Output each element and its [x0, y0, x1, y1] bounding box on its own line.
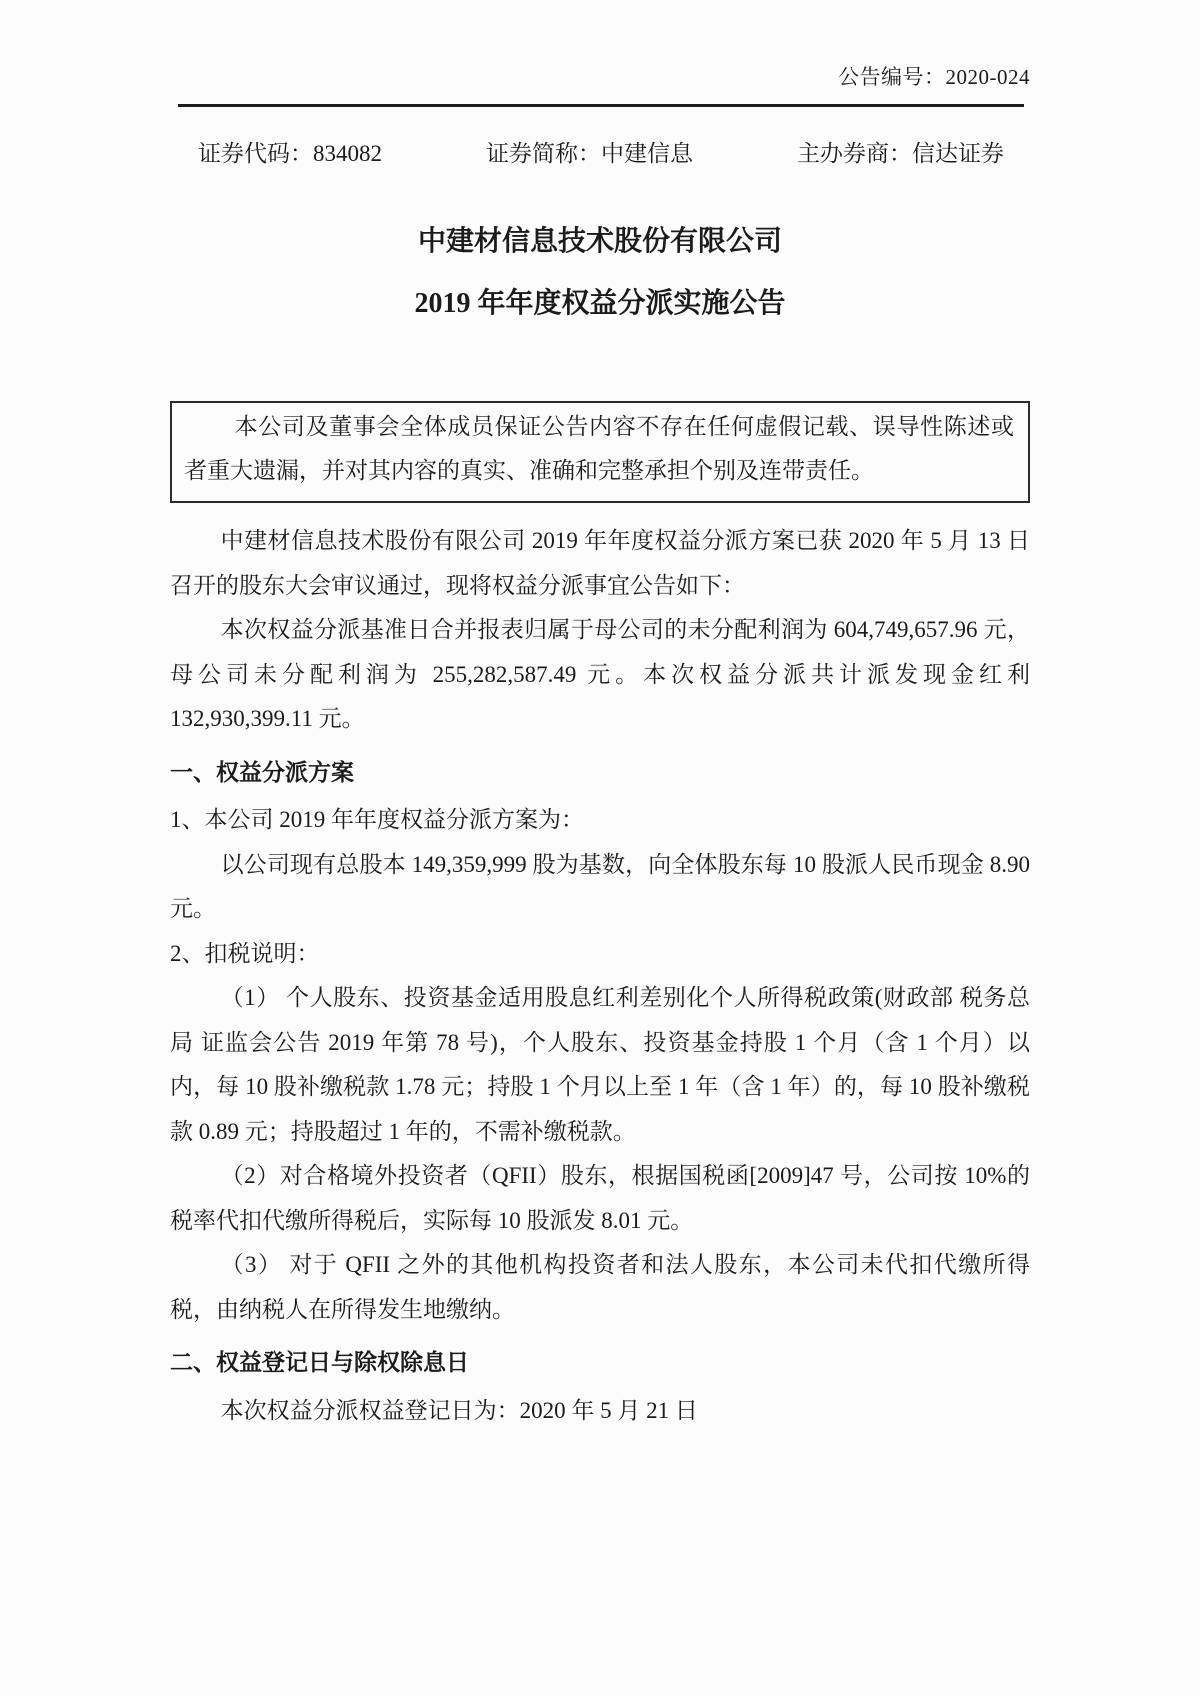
- securities-code: 证券代码：834082: [198, 141, 382, 166]
- body-paragraph: （2）对合格境外投资者（QFII）股东，根据国税函[2009]47 号，公司按 10%的税率代扣代缴所得税后，实际每 10 股派发 8.01 元。: [170, 1163, 1030, 1233]
- securities-abbreviation: 证券简称：中建信息: [486, 141, 693, 166]
- body-paragraph: （1） 个人股东、投资基金适用股息红利差别化个人所得税政策(财政部 税务总局 证监会公告 2019 年第 78 号)，个人股东、投资基金持股 1 个月（含 1 个月）以内，每 10 股补缴税款 1.78 元；持股 1 个月以上至 1 年（含 1 年）的，每 10 股补缴税款 0.89 元；持股超过 1 年的，不需补缴税款。: [170, 985, 1030, 1144]
- securities-info-row: [170, 139, 1030, 169]
- announcement-number: 公告编号：2020-024: [838, 65, 1030, 89]
- section-heading: 二、权益登记日与除权除息日: [170, 1350, 469, 1375]
- body-paragraph: 2、扣税说明：: [170, 940, 320, 966]
- sponsor-broker: 主办券商：信达证券: [797, 141, 1004, 166]
- disclaimer-box: 本公司及董事会全体成员保证公告内容不存在任何虚假记载、误导性陈述或者重大遗漏，并对其内容的真实、准确和完整承担个别及连带责任。: [170, 401, 1030, 503]
- body-paragraph: 本次权益分派权益登记日为：2020 年 5 月 21 日: [220, 1397, 698, 1423]
- section-heading: 一、权益分派方案: [170, 759, 354, 785]
- document-title: 中建材信息技术股份有限公司: [417, 226, 782, 257]
- document-body: [170, 519, 1030, 1433]
- body-paragraph: 本次权益分派基准日合并报表归属于母公司的未分配利润为 604,749,657.96 元，母公司未分配利润为 255,282,587.49 元。本次权益分派共计派发现金红利 132,930,399.11 元。: [170, 617, 1031, 731]
- body-paragraph: 以公司现有总股本 149,359,999 股为基数，向全体股东每 10 股派人民币现金 8.90 元。: [170, 851, 1030, 921]
- body-paragraph: （3） 对于 QFII 之外的其他机构投资者和法人股东，本公司未代扣代缴所得税，由纳税人在所得发生地缴纳。: [170, 1252, 1030, 1322]
- body-paragraph: 1、本公司 2019 年年度权益分派方案为：: [170, 807, 584, 832]
- header-divider-rule: [178, 104, 1024, 107]
- body-paragraph: 中建材信息技术股份有限公司 2019 年年度权益分派方案已获 2020 年 5 月 13 日召开的股东大会审议通过，现将权益分派事宜公告如下：: [170, 528, 1031, 598]
- document-subtitle: 2019 年年度权益分派实施公告: [414, 288, 786, 319]
